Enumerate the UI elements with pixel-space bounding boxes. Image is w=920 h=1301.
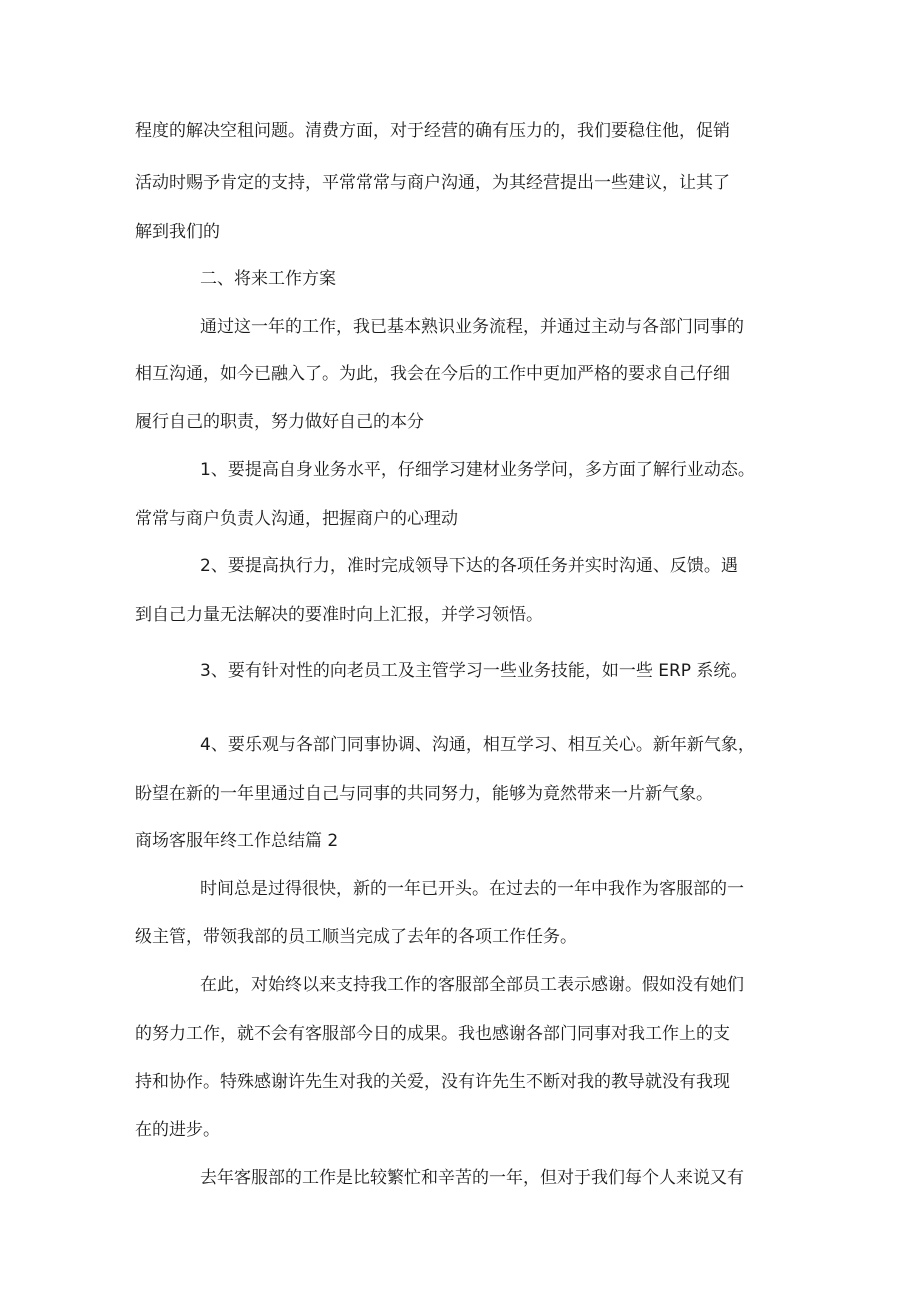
article-title: 商场客服年终工作总结篇 2 — [135, 831, 339, 851]
text-line: 解到我们的 — [135, 222, 220, 242]
text-line: 活动时赐予肯定的支持，平常常常与商户沟通，为其经营提出一些建议，让其了 — [135, 173, 730, 193]
list-item: 2、要提高执行力，准时完成领导下达的各项任务并实时沟通、反馈。遇 — [200, 556, 738, 576]
list-item: 4、要乐观与各部门同事协调、沟通，相互学习、相互关心。新年新气象， — [200, 735, 755, 755]
text-line: 去年客服部的工作是比较繁忙和辛苦的一年，但对于我们每个人来说又有 — [200, 1168, 744, 1188]
text-line: 在的进步。 — [135, 1120, 220, 1140]
section-heading: 二、将来工作方案 — [200, 269, 336, 289]
list-item: 3、要有针对性的向老员工及主管学习一些业务技能，如一些 ERP 系统。 — [200, 661, 748, 681]
text-line: 到自己力量无法解决的要准时向上汇报，并学习领悟。 — [135, 605, 543, 625]
text-line: 通过这一年的工作，我已基本熟识业务流程，并通过主动与各部门同事的 — [200, 317, 744, 337]
text-line: 级主管，带领我部的员工顺当完成了去年的各项工作任务。 — [135, 927, 577, 947]
text-line: 时间总是过得很快，新的一年已开头。在过去的一年中我作为客服部的一 — [200, 879, 744, 899]
text-line: 在此，对始终以来支持我工作的客服部全部员工表示感谢。假如没有她们 — [200, 975, 744, 995]
text-line: 盼望在新的一年里通过自己与同事的共同努力，能够为竟然带来一片新气象。 — [135, 784, 713, 804]
text-line: 的努力工作，就不会有客服部今日的成果。我也感谢各部门同事对我工作上的支 — [135, 1024, 730, 1044]
text-line: 程度的解决空租问题。清费方面，对于经营的确有压力的，我们要稳住他，促销 — [135, 121, 730, 141]
list-item: 1、要提高自身业务水平，仔细学习建材业务学问，多方面了解行业动态。 — [200, 460, 755, 480]
text-line: 履行自己的职责，努力做好自己的本分 — [135, 412, 424, 432]
text-line: 相互沟通，如今已融入了。为此，我会在今后的工作中更加严格的要求自己仔细 — [135, 364, 730, 384]
text-line: 持和协作。特殊感谢许先生对我的关爱，没有许先生不断对我的教导就没有我现 — [135, 1072, 730, 1092]
text-line: 常常与商户负责人沟通，把握商户的心理动 — [135, 509, 458, 529]
